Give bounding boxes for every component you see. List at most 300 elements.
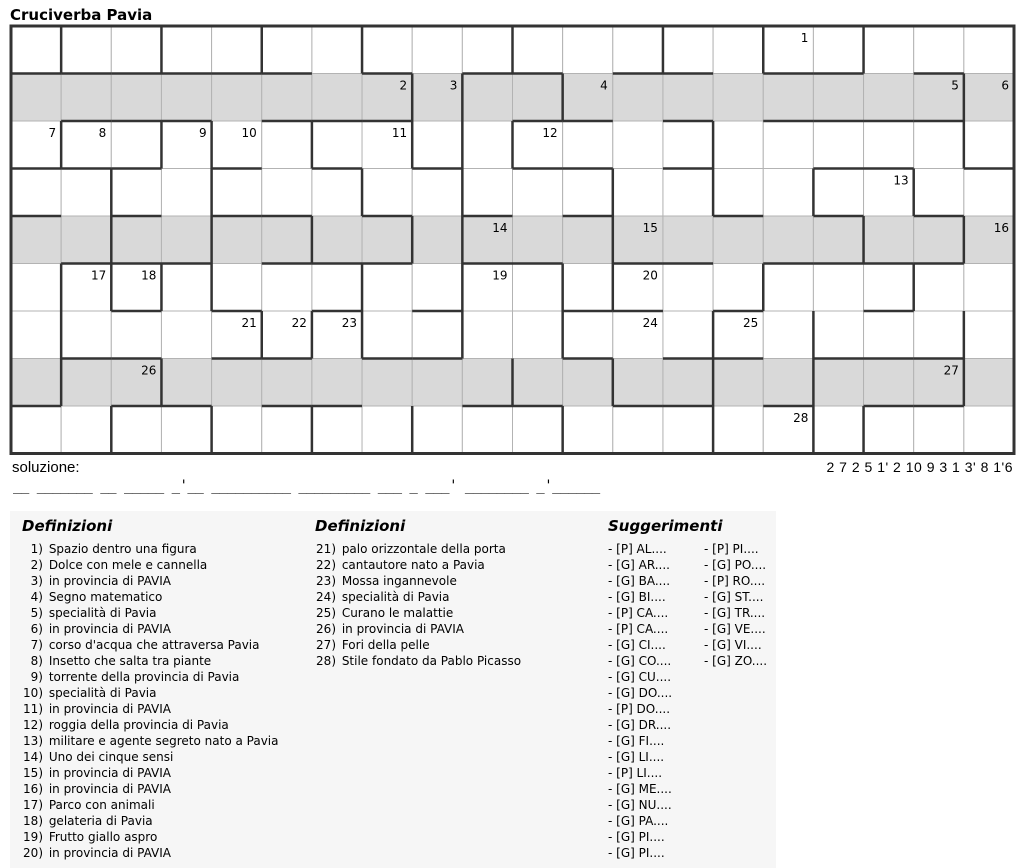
solution-blanks: __ _______ __ _____ _'__ __________ _________ ___ _ ___' ________ _'______ — [13, 478, 600, 494]
grid-cell[interactable] — [864, 74, 914, 122]
grid-cell[interactable] — [513, 406, 563, 454]
suggestion-item: - [G] CU.... — [608, 670, 672, 684]
grid-cell[interactable] — [763, 121, 813, 169]
grid-cell[interactable] — [763, 264, 813, 312]
grid-cell[interactable] — [262, 264, 312, 312]
grid-cell[interactable] — [111, 406, 161, 454]
grid-cell[interactable] — [11, 26, 61, 74]
suggestion-item: - [G] LI.... — [608, 750, 665, 764]
grid-cell[interactable] — [964, 359, 1014, 407]
definition-item — [315, 573, 521, 589]
grid-cell[interactable] — [663, 311, 713, 359]
grid-cell[interactable] — [262, 26, 312, 74]
definition-item — [22, 541, 278, 557]
clue-number: 6 — [1001, 78, 1009, 93]
clue-number: 17 — [91, 268, 107, 283]
clue-number: 9 — [198, 126, 207, 140]
definition-item — [22, 717, 278, 733]
definition-text: in provincia di PAVIA — [338, 622, 464, 636]
grid-cell[interactable] — [813, 311, 863, 359]
definition-number: 4) — [30, 590, 43, 604]
definition-number: 2) — [30, 558, 43, 572]
definition-text: Uno dei cinque sensi — [45, 750, 174, 764]
grid-cell[interactable] — [161, 264, 211, 312]
grid-cell[interactable] — [613, 359, 663, 407]
suggestion-item: - [P] AL.... — [608, 542, 667, 556]
definition-item — [22, 653, 278, 669]
grid-cell[interactable] — [462, 311, 512, 359]
suggestion-item: - [G] ME.... — [608, 782, 672, 796]
grid-cell[interactable] — [462, 359, 512, 407]
grid-cell[interactable] — [212, 74, 262, 122]
grid-cell[interactable] — [663, 121, 713, 169]
grid-cell[interactable] — [713, 169, 763, 217]
grid-cell[interactable] — [914, 121, 964, 169]
definition-item — [22, 669, 278, 685]
definition-text: palo orizzontale della porta — [338, 542, 506, 556]
grid-cell[interactable] — [262, 74, 312, 122]
grid-cell[interactable] — [212, 216, 262, 264]
clue-number: 14 — [492, 221, 508, 235]
grid-cell[interactable] — [362, 216, 412, 264]
grid-cell[interactable] — [312, 74, 362, 122]
grid-cell[interactable] — [563, 359, 613, 407]
suggestion-item: - [G] CO.... — [608, 654, 672, 668]
clue-number: 26 — [141, 363, 157, 378]
solution-code: 2 7 2 5 1' 2 10 9 3 1 3' 8 1'6 — [826, 459, 1013, 475]
grid-cell[interactable] — [663, 169, 713, 217]
grid-cell[interactable] — [813, 74, 863, 122]
grid-cell[interactable] — [262, 406, 312, 454]
grid-cell[interactable] — [212, 406, 262, 454]
definition-text: specialità di Pavia — [45, 686, 157, 700]
definition-item — [22, 829, 278, 845]
definition-number: 6) — [30, 622, 43, 636]
definition-number: 23) — [316, 574, 336, 588]
grid-cell[interactable] — [61, 26, 111, 74]
definitions-list-1 — [22, 541, 278, 861]
suggestion-item: - [P] CA.... — [608, 622, 669, 636]
definition-item — [22, 573, 278, 589]
grid-cell[interactable] — [813, 264, 863, 312]
suggestion-item: - [G] CI.... — [608, 638, 666, 652]
definition-number: 5) — [30, 606, 43, 620]
grid-cell[interactable] — [813, 169, 863, 217]
grid-cell[interactable] — [111, 311, 161, 359]
grid-cell[interactable] — [864, 121, 914, 169]
grid-cell[interactable] — [61, 406, 111, 454]
grid-cell[interactable] — [111, 74, 161, 122]
definition-text: Spazio dentro una figura — [45, 542, 197, 556]
grid-cell[interactable] — [563, 121, 613, 169]
suggestion-item: - [G] ST.... — [704, 590, 764, 604]
clue-number: 27 — [943, 363, 959, 378]
grid-cell[interactable] — [61, 74, 111, 122]
definition-item — [22, 701, 278, 717]
definition-number: 17) — [23, 798, 43, 812]
grid-cell[interactable] — [864, 311, 914, 359]
definition-text: cantautore nato a Pavia — [338, 558, 485, 572]
definition-text: roggia della provincia di Pavia — [45, 718, 229, 732]
definition-item — [22, 621, 278, 637]
grid-cell[interactable] — [914, 169, 964, 217]
definition-item — [315, 557, 521, 573]
definition-item — [22, 733, 278, 749]
grid-cell[interactable] — [212, 264, 262, 312]
grid-cell[interactable] — [713, 26, 763, 74]
clue-number: 28 — [793, 411, 809, 425]
grid-cell[interactable] — [161, 169, 211, 217]
grid-cell[interactable] — [513, 26, 563, 74]
definition-text: in provincia di PAVIA — [45, 782, 171, 796]
clues-panel — [10, 511, 776, 868]
grid-cell[interactable] — [713, 216, 763, 264]
suggestion-item: - [G] VI.... — [704, 638, 762, 652]
clue-number: 12 — [542, 126, 558, 140]
grid-cell[interactable] — [713, 406, 763, 454]
suggestion-item: - [P] RO.... — [704, 574, 766, 588]
grid-cell[interactable] — [813, 26, 863, 74]
grid-cell[interactable] — [964, 169, 1014, 217]
grid-cell[interactable] — [362, 26, 412, 74]
grid-cell[interactable] — [563, 216, 613, 264]
grid-cell[interactable] — [813, 359, 863, 407]
grid-cell[interactable] — [111, 169, 161, 217]
clue-number: 2 — [399, 78, 408, 93]
grid-cell[interactable] — [964, 264, 1014, 312]
grid-cell[interactable] — [11, 264, 61, 312]
grid-cell[interactable] — [513, 359, 563, 407]
suggestion-item: - [G] PO.... — [704, 558, 767, 572]
suggestion-item: - [G] FI.... — [608, 734, 665, 748]
grid-cell[interactable] — [964, 406, 1014, 454]
definition-text: Stile fondato da Pablo Picasso — [338, 654, 522, 668]
suggestions-heading: Suggerimenti — [608, 517, 723, 535]
suggestions-list-2 — [704, 541, 767, 669]
definition-item — [22, 765, 278, 781]
grid-cell[interactable] — [111, 216, 161, 264]
definition-item — [22, 781, 278, 797]
suggestion-item: - [G] DO.... — [608, 686, 673, 700]
grid-cell[interactable] — [513, 169, 563, 217]
definition-number: 28) — [316, 654, 336, 668]
grid-cell[interactable] — [61, 359, 111, 407]
definition-number: 13) — [23, 734, 43, 748]
suggestion-item: - [G] NU.... — [608, 798, 672, 812]
grid-cell[interactable] — [462, 26, 512, 74]
grid-cell[interactable] — [412, 121, 462, 169]
grid-cell[interactable] — [663, 26, 713, 74]
suggestion-item: - [P] LI.... — [608, 766, 663, 780]
grid-cell[interactable] — [663, 216, 713, 264]
definition-item — [22, 557, 278, 573]
definition-number: 10) — [23, 686, 43, 700]
grid-cell[interactable] — [914, 264, 964, 312]
grid-cell[interactable] — [462, 74, 512, 122]
grid-cell[interactable] — [513, 264, 563, 312]
grid-cell[interactable] — [663, 406, 713, 454]
grid-cell[interactable] — [212, 359, 262, 407]
grid-cell[interactable] — [613, 406, 663, 454]
grid-cell[interactable] — [462, 406, 512, 454]
definitions-heading-2: Definizioni — [315, 517, 406, 535]
grid-cell[interactable] — [412, 311, 462, 359]
clue-number: 4 — [600, 78, 608, 93]
grid-cell[interactable] — [111, 121, 161, 169]
grid-cell[interactable] — [763, 216, 813, 264]
grid-cell[interactable] — [412, 264, 462, 312]
grid-cell[interactable] — [11, 311, 61, 359]
suggestion-item: - [P] PI.... — [704, 542, 759, 556]
grid-cell[interactable] — [964, 121, 1014, 169]
grid-cell[interactable] — [262, 216, 312, 264]
grid-cell[interactable] — [663, 359, 713, 407]
grid-cell[interactable] — [663, 74, 713, 122]
definition-text: Frutto giallo aspro — [45, 830, 158, 844]
grid-cell[interactable] — [161, 74, 211, 122]
grid-cell[interactable] — [513, 216, 563, 264]
clue-number: 18 — [141, 268, 157, 283]
clue-number: 24 — [642, 316, 658, 330]
grid-cell[interactable] — [813, 406, 863, 454]
suggestion-item: - [G] TR.... — [704, 606, 766, 620]
definition-text: Parco con animali — [45, 798, 155, 812]
definition-item — [22, 749, 278, 765]
grid-cell[interactable] — [763, 359, 813, 407]
definition-text: specialità di Pavia — [45, 606, 157, 620]
grid-cell[interactable] — [964, 311, 1014, 359]
grid-cell[interactable] — [864, 26, 914, 74]
grid-cell[interactable] — [61, 169, 111, 217]
grid-cell[interactable] — [713, 264, 763, 312]
clue-number: 5 — [951, 78, 959, 93]
suggestions-list-1 — [608, 541, 672, 861]
suggestion-item: - [G] PI.... — [608, 830, 665, 844]
definition-number: 21) — [316, 542, 336, 556]
grid-cell[interactable] — [362, 406, 412, 454]
grid-cell[interactable] — [813, 121, 863, 169]
grid-cell[interactable] — [513, 74, 563, 122]
definition-number: 24) — [316, 590, 336, 604]
definitions-heading: Definizioni — [22, 517, 113, 535]
grid-cell[interactable] — [412, 216, 462, 264]
suggestion-item: - [G] BI.... — [608, 590, 666, 604]
clue-number: 15 — [642, 221, 658, 235]
grid-cell[interactable] — [312, 264, 362, 312]
grid-cell[interactable] — [312, 216, 362, 264]
grid-cell[interactable] — [864, 406, 914, 454]
clue-number: 20 — [642, 268, 658, 283]
grid-cell[interactable] — [914, 216, 964, 264]
grid-cell[interactable] — [161, 26, 211, 74]
definition-number: 11) — [23, 702, 43, 716]
grid-cell[interactable] — [161, 359, 211, 407]
definitions-list-2 — [315, 541, 521, 669]
clue-number: 22 — [291, 316, 307, 330]
definition-item — [22, 813, 278, 829]
definition-number: 12) — [23, 718, 43, 732]
definition-number: 8) — [30, 654, 43, 668]
definition-item — [315, 653, 521, 669]
grid-cell[interactable] — [312, 406, 362, 454]
grid-cell[interactable] — [312, 359, 362, 407]
grid-cell[interactable] — [61, 311, 111, 359]
definition-number: 16) — [23, 782, 43, 796]
suggestion-item: - [G] AR.... — [608, 558, 670, 572]
definition-number: 19) — [23, 830, 43, 844]
grid-cell[interactable] — [864, 359, 914, 407]
suggestion-item: - [G] ZO.... — [704, 654, 768, 668]
definition-item — [22, 605, 278, 621]
grid-cell[interactable] — [362, 311, 412, 359]
grid-cell[interactable] — [61, 216, 111, 264]
definition-item — [22, 589, 278, 605]
grid-cell[interactable] — [362, 169, 412, 217]
grid-cell[interactable] — [713, 74, 763, 122]
grid-cell[interactable] — [914, 26, 964, 74]
definition-number: 20) — [23, 846, 43, 860]
definition-text: Curano le malattie — [338, 606, 454, 620]
grid-cell[interactable] — [563, 311, 613, 359]
definition-text: in provincia di PAVIA — [45, 574, 171, 588]
grid-cell[interactable] — [111, 26, 161, 74]
clue-number: 7 — [48, 126, 57, 140]
grid-cell[interactable] — [914, 406, 964, 454]
grid-cell[interactable] — [161, 406, 211, 454]
definition-number: 14) — [23, 750, 43, 764]
definition-item — [315, 605, 521, 621]
definition-text: torrente della provincia di Pavia — [45, 670, 240, 684]
grid-cell[interactable] — [412, 169, 462, 217]
grid-cell[interactable] — [11, 406, 61, 454]
clue-number: 11 — [391, 126, 408, 140]
grid-cell[interactable] — [262, 121, 312, 169]
grid-cell[interactable] — [563, 264, 613, 312]
definition-text: Segno matematico — [45, 590, 163, 604]
definition-text: in provincia di PAVIA — [45, 766, 171, 780]
grid-cell[interactable] — [212, 26, 262, 74]
grid-cell[interactable] — [462, 121, 512, 169]
grid-cell[interactable] — [262, 169, 312, 217]
definition-text: militare e agente segreto nato a Pavia — [45, 734, 279, 748]
grid-cell[interactable] — [312, 26, 362, 74]
grid-cell[interactable] — [212, 169, 262, 217]
clue-number: 8 — [98, 126, 107, 140]
grid-cell[interactable] — [663, 264, 713, 312]
definition-text: Fori della pelle — [338, 638, 430, 652]
grid-cell[interactable] — [513, 311, 563, 359]
definition-text: in provincia di PAVIA — [45, 846, 171, 860]
definition-item — [22, 637, 278, 653]
grid-cell[interactable] — [613, 26, 663, 74]
definition-item — [315, 637, 521, 653]
clue-number: 13 — [893, 173, 909, 188]
suggestion-item: - [P] DO.... — [608, 702, 671, 716]
grid-cell[interactable] — [11, 74, 61, 122]
grid-cell[interactable] — [412, 359, 462, 407]
definition-text: gelateria di Pavia — [45, 814, 153, 828]
grid-cell[interactable] — [362, 359, 412, 407]
grid-cell[interactable] — [362, 264, 412, 312]
grid-cell[interactable] — [613, 74, 663, 122]
definition-item — [22, 685, 278, 701]
definition-text: Dolce con mele e cannella — [45, 558, 208, 572]
clue-number: 25 — [742, 316, 759, 330]
grid-cell[interactable] — [613, 121, 663, 169]
grid-cell[interactable] — [412, 406, 462, 454]
grid-cell[interactable] — [11, 216, 61, 264]
definition-number: 9) — [30, 670, 43, 684]
suggestion-item: - [P] CA.... — [608, 606, 669, 620]
definition-item — [315, 589, 521, 605]
grid-cell[interactable] — [763, 74, 813, 122]
suggestion-item: - [G] DR.... — [608, 718, 672, 732]
grid-cell[interactable] — [412, 26, 462, 74]
grid-cell[interactable] — [312, 169, 362, 217]
grid-cell[interactable] — [262, 359, 312, 407]
grid-cell[interactable] — [563, 169, 613, 217]
suggestion-item: - [G] VE.... — [704, 622, 766, 636]
clue-number: 23 — [341, 316, 358, 330]
solution-label: soluzione: — [12, 459, 80, 476]
definition-text: in provincia di PAVIA — [45, 702, 171, 716]
grid-cell[interactable] — [763, 311, 813, 359]
grid-cell[interactable] — [713, 121, 763, 169]
definition-text: in provincia di PAVIA — [45, 622, 171, 636]
definition-item — [22, 845, 278, 861]
puzzle-title: Cruciverba Pavia — [10, 6, 153, 24]
clue-number: 10 — [241, 126, 257, 140]
grid-cell[interactable] — [462, 169, 512, 217]
definition-number: 22) — [316, 558, 336, 572]
suggestion-item: - [G] BA.... — [608, 574, 671, 588]
definition-text: Mossa ingannevole — [338, 574, 457, 588]
grid-cell[interactable] — [613, 169, 663, 217]
grid-cell[interactable] — [161, 216, 211, 264]
suggestion-item: - [G] PA.... — [608, 814, 669, 828]
clue-number: 3 — [449, 78, 458, 93]
grid-cell[interactable] — [813, 216, 863, 264]
grid-cell[interactable] — [563, 406, 613, 454]
grid-cell[interactable] — [964, 26, 1014, 74]
definition-number: 7) — [30, 638, 43, 652]
definition-item — [315, 541, 521, 557]
definition-text: Insetto che salta tra piante — [45, 654, 212, 668]
grid-cell[interactable] — [161, 311, 211, 359]
definition-number: 1) — [30, 542, 43, 556]
grid-cell[interactable] — [864, 264, 914, 312]
definition-number: 27) — [316, 638, 336, 652]
grid-cell[interactable] — [914, 311, 964, 359]
grid-cell[interactable] — [11, 359, 61, 407]
definition-number: 26) — [316, 622, 336, 636]
definition-item — [315, 621, 521, 637]
clue-number: 16 — [993, 221, 1009, 235]
grid-cell[interactable] — [864, 216, 914, 264]
definition-item — [22, 797, 278, 813]
definition-text: specialità di Pavia — [338, 590, 450, 604]
grid-cell[interactable] — [763, 169, 813, 217]
definition-text: corso d'acqua che attraversa Pavia — [45, 638, 260, 652]
grid-cell[interactable] — [11, 169, 61, 217]
grid-cell[interactable] — [563, 26, 613, 74]
clue-number: 21 — [241, 316, 257, 330]
grid-cell[interactable] — [713, 359, 763, 407]
definition-number: 3) — [30, 574, 43, 588]
definition-number: 18) — [23, 814, 43, 828]
clue-number: 19 — [492, 268, 508, 283]
grid-cell[interactable] — [312, 121, 362, 169]
